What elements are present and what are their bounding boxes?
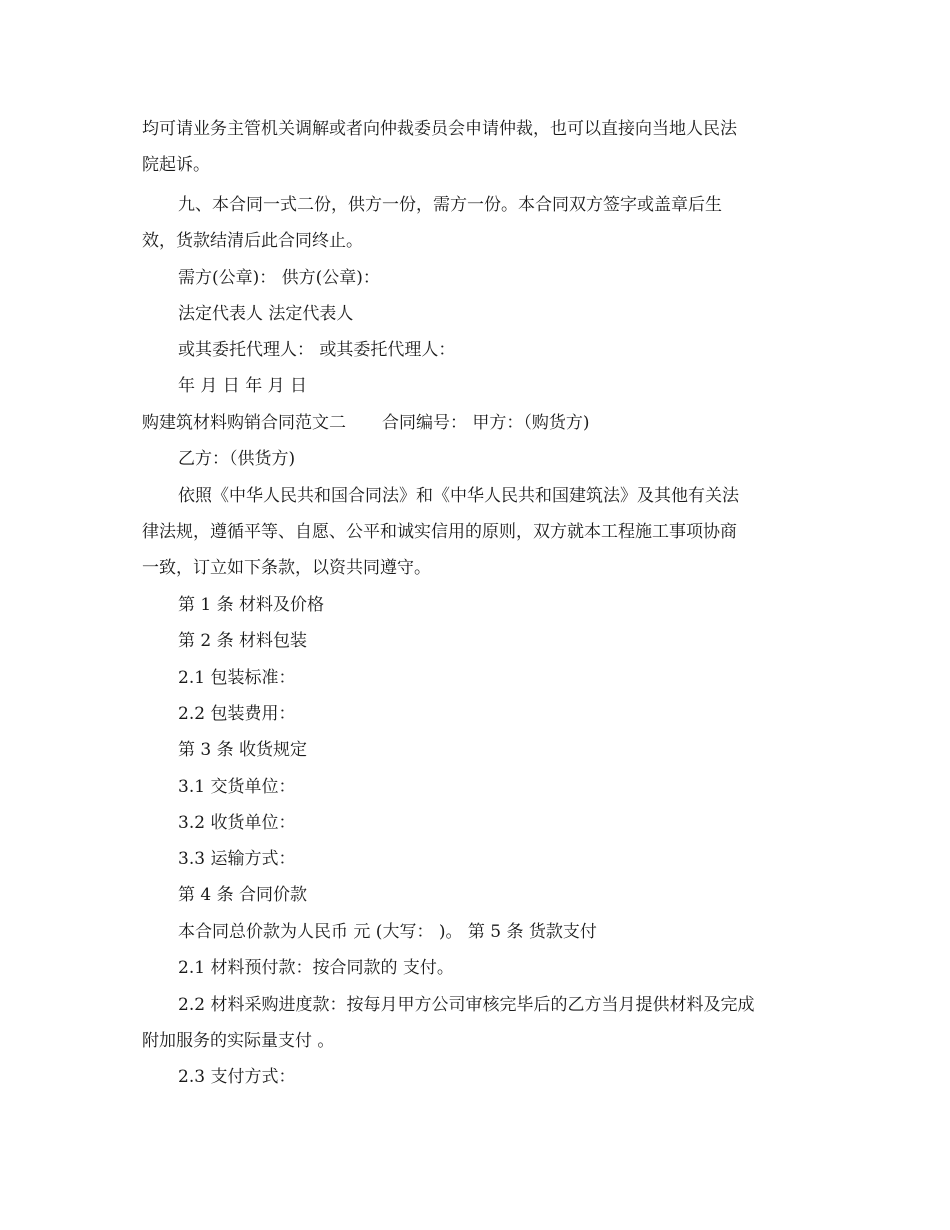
clause-item: 3.3 运输方式： — [178, 849, 296, 869]
signature-line: 或其委托代理人： 或其委托代理人： — [178, 340, 456, 360]
clause-item: 3.2 收货单位： — [178, 813, 296, 833]
signature-line: 需方(公章)： 供方(公章)： — [178, 268, 380, 288]
paragraph-line: 附加服务的实际量支付 。 — [142, 1031, 335, 1051]
section-title: 购建筑材料购销合同范文二 — [142, 413, 346, 433]
paragraph-line: 本合同总价款为人民币 元 (大写： )。 第 5 条 货款支付 — [178, 922, 597, 942]
section-title-line — [142, 411, 590, 435]
signature-line: 法定代表人 法定代表人 — [178, 304, 354, 324]
paragraph-line: 均可请业务主管机关调解或者向仲裁委员会申请仲裁，也可以直接向当地人民法 — [142, 119, 737, 139]
contract-number: 合同编号： 甲方：（购货方) — [382, 413, 590, 433]
clause-item: 2.1 材料预付款：按合同款的 支付。 — [178, 958, 454, 978]
clause-heading: 第 4 条 合同价款 — [178, 885, 308, 905]
paragraph-line: 一致，订立如下条款，以资共同遵守。 — [142, 558, 431, 578]
paragraph-line: 律法规，遵循平等、自愿、公平和诚实信用的原则，双方就本工程施工事项协商 — [142, 522, 737, 542]
party-line: 乙方：（供货方) — [178, 449, 296, 469]
paragraph-line: 九、本合同一式二份，供方一份，需方一份。本合同双方签字或盖章后生 — [178, 195, 722, 215]
clause-item: 2.2 包装费用： — [178, 704, 296, 724]
clause-item: 2.3 支付方式： — [178, 1067, 296, 1087]
paragraph-line: 院起诉。 — [142, 155, 210, 175]
clause-heading: 第 2 条 材料包装 — [178, 631, 308, 651]
clause-item: 2.1 包装标准： — [178, 668, 296, 688]
clause-item: 2.2 材料采购进度款：按每月甲方公司审核完毕后的乙方当月提供材料及完成 — [178, 995, 755, 1015]
clause-item: 3.1 交货单位： — [178, 777, 296, 797]
clause-heading: 第 1 条 材料及价格 — [178, 595, 325, 615]
date-line: 年 月 日 年 月 日 — [178, 376, 308, 396]
paragraph-line: 效，货款结清后此合同终止。 — [142, 231, 363, 251]
paragraph-line: 依照《中华人民共和国合同法》和《中华人民共和国建筑法》及其他有关法 — [178, 486, 739, 506]
clause-heading: 第 3 条 收货规定 — [178, 740, 308, 760]
